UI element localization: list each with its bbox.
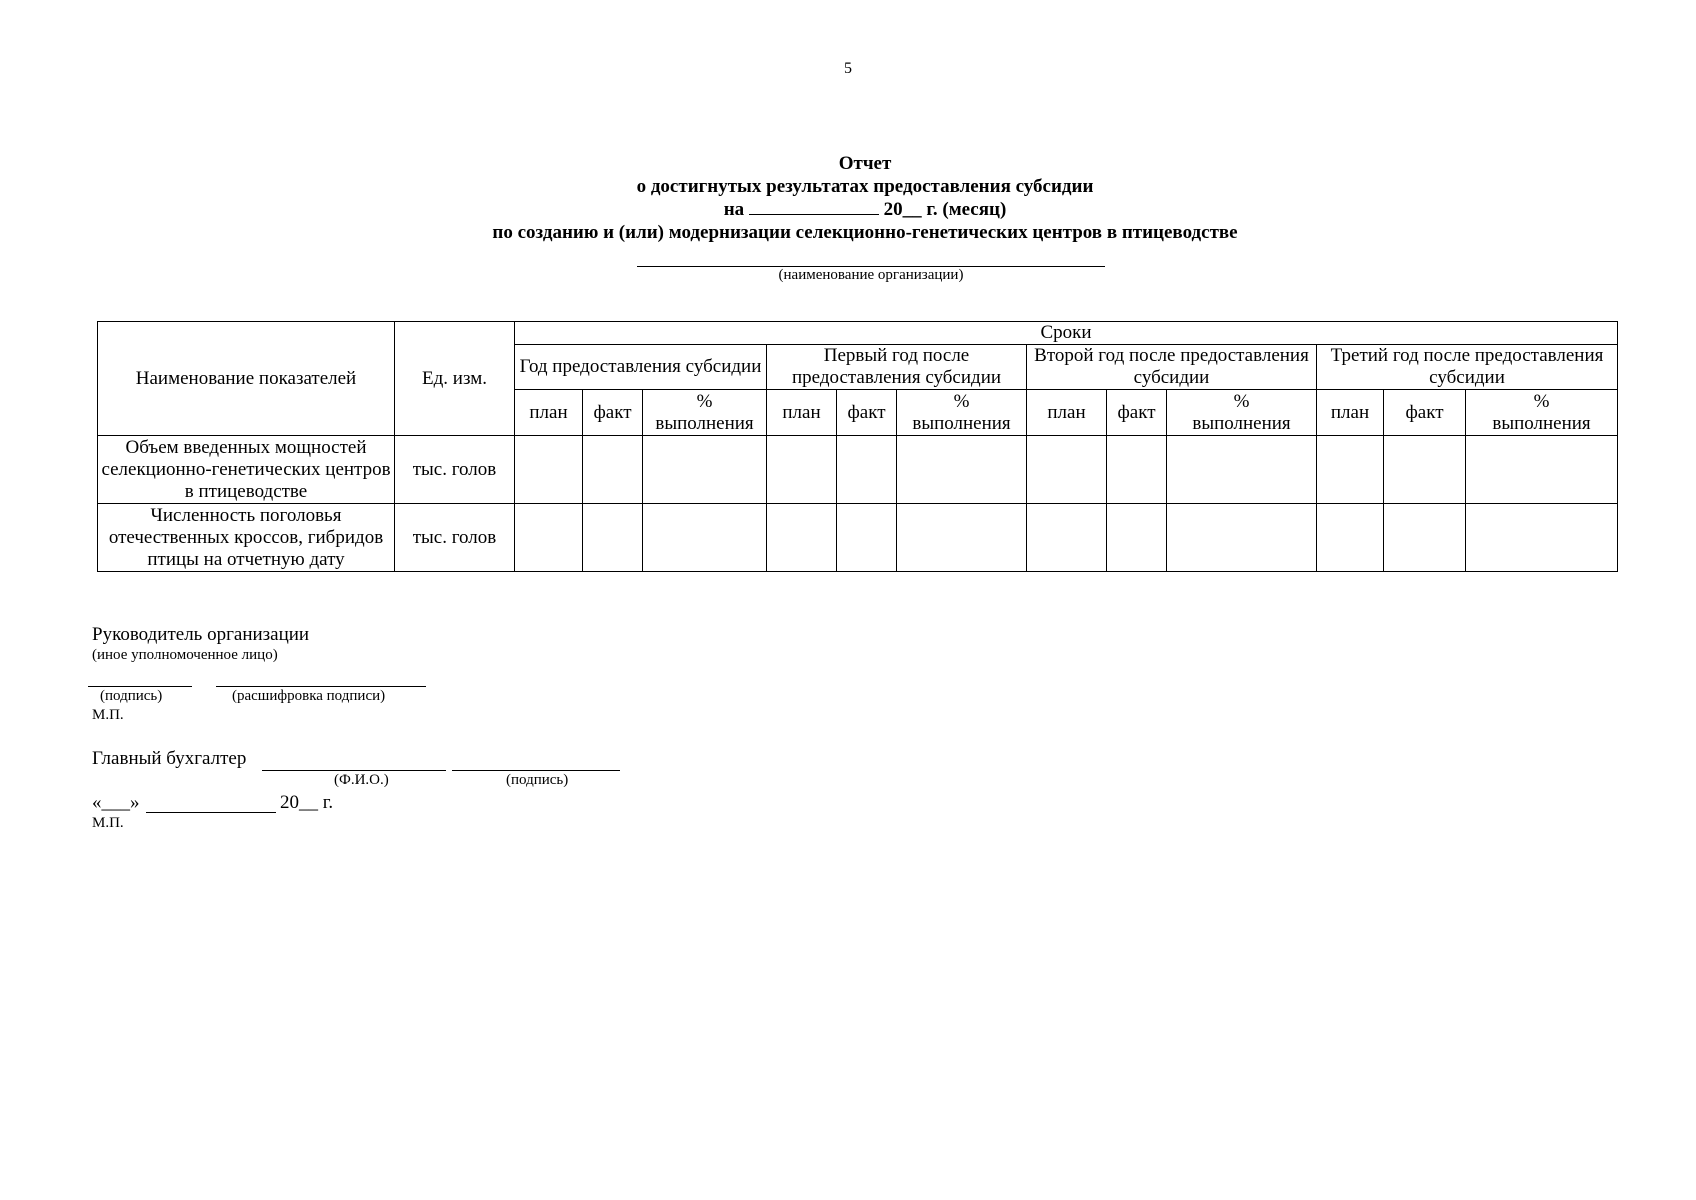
percent-word: выполнения [1492,412,1591,434]
page-number: 5 [844,60,852,77]
subheader-fact: факт [837,390,897,436]
header-indicator-name: Наименование показателей [98,322,395,436]
report-title [0,152,1696,244]
subheader-percent [897,390,1027,436]
date-year: 20__ г. [280,792,334,813]
percent-symbol: % [953,390,970,412]
title-on-prefix: на [723,199,745,220]
value-cell[interactable] [1167,504,1317,572]
value-cell[interactable] [1466,436,1618,504]
title-line-3 [0,198,1696,221]
value-cell[interactable] [837,504,897,572]
subheader-fact: факт [583,390,643,436]
row-indicator-name: Численность поголовья отечественных кроссов, гибридов птицы на отчетную дату [98,504,395,572]
value-cell[interactable] [897,436,1027,504]
accountant-signature-caption: (подпись) [506,772,569,788]
signature-decode-line[interactable] [216,686,426,687]
value-cell[interactable] [767,504,837,572]
subheader-percent [643,390,767,436]
report-date-blank [749,198,879,215]
header-unit: Ед. изм. [395,322,515,436]
percent-symbol: % [1233,390,1250,412]
row-indicator-name: Объем введенных мощностей селекционно-генетических центров в птицеводстве [98,436,395,504]
subheader-fact: факт [1384,390,1466,436]
percent-word: выполнения [655,412,754,434]
percent-symbol: % [696,390,713,412]
value-cell[interactable] [767,436,837,504]
value-cell[interactable] [583,436,643,504]
value-cell[interactable] [1167,436,1317,504]
report-table [97,321,1618,572]
value-cell[interactable] [643,436,767,504]
head-subtitle: (иное уполномоченное лицо) [92,647,278,663]
stamp-place: М.П. [92,707,124,723]
header-periods: Сроки [515,322,1618,345]
value-cell[interactable] [897,504,1027,572]
value-cell[interactable] [837,436,897,504]
subheader-fact: факт [1107,390,1167,436]
subheader-plan: план [1027,390,1107,436]
value-cell[interactable] [1317,504,1384,572]
subheader-plan: план [1317,390,1384,436]
title-year: 20__ г. (месяц) [883,199,1007,220]
table-row [98,504,1618,572]
row-unit: тыс. голов [395,436,515,504]
value-cell[interactable] [1027,504,1107,572]
value-cell[interactable] [1384,436,1466,504]
signature-decode-caption: (расшифровка подписи) [232,688,386,704]
percent-word: выполнения [912,412,1011,434]
percent-symbol: % [1533,390,1550,412]
table-row [98,436,1618,504]
accountant-signature-line[interactable] [452,770,620,771]
value-cell[interactable] [515,436,583,504]
organization-caption: (наименование организации) [778,267,964,283]
subheader-percent [1466,390,1618,436]
percent-word: выполнения [1192,412,1291,434]
subheader-percent [1167,390,1317,436]
date-month-line[interactable] [146,812,276,813]
header-period-3: Второй год после предоставления субсидии [1027,345,1317,390]
title-line-4: по созданию и (или) модернизации селекционно-генетических центров в птицеводстве [492,222,1238,243]
value-cell[interactable] [1107,436,1167,504]
title-line-1: Отчет [838,153,892,174]
value-cell[interactable] [1027,436,1107,504]
value-cell[interactable] [643,504,767,572]
title-line-2: о достигнутых результатах предоставления субсидии [636,176,1094,197]
accountant-fio-line[interactable] [262,770,446,771]
date-day: «___» [92,792,140,813]
value-cell[interactable] [515,504,583,572]
accountant-label: Главный бухгалтер [92,748,247,769]
header-period-4: Третий год после предоставления субсидии [1317,345,1618,390]
value-cell[interactable] [1384,504,1466,572]
subheader-plan: план [515,390,583,436]
signature-line[interactable] [88,686,192,687]
value-cell[interactable] [1466,504,1618,572]
fio-caption: (Ф.И.О.) [334,772,389,788]
header-period-1: Год предоставления субсидии [515,345,767,390]
value-cell[interactable] [583,504,643,572]
row-unit: тыс. голов [395,504,515,572]
stamp-place-2: М.П. [92,815,124,831]
value-cell[interactable] [1107,504,1167,572]
subheader-plan: план [767,390,837,436]
head-title: Руководитель организации [92,624,310,645]
signature-caption: (подпись) [100,688,163,704]
value-cell[interactable] [1317,436,1384,504]
header-period-2: Первый год после предоставления субсидии [767,345,1027,390]
